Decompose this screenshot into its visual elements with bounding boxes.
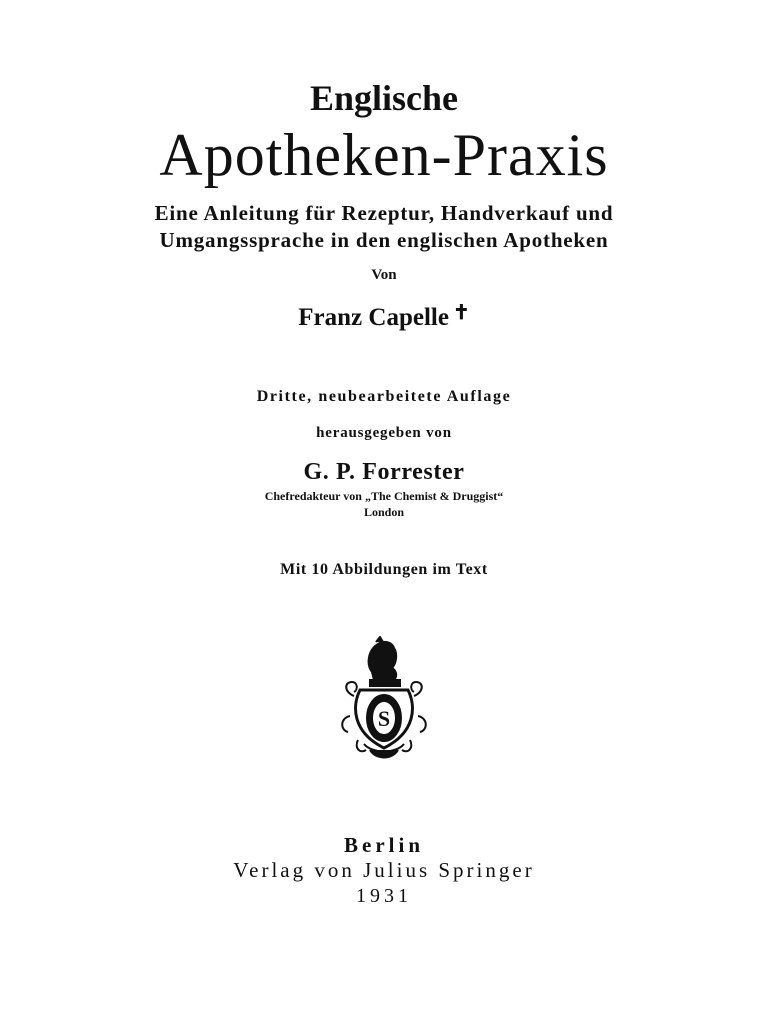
editor-city: London xyxy=(363,505,405,519)
springer-knight-emblem-icon xyxy=(336,636,432,764)
main-title: Apotheken-Praxis xyxy=(159,122,609,188)
imprint-year: 1931 xyxy=(356,885,412,907)
author xyxy=(0,303,768,330)
subtitle-top: Englische xyxy=(309,78,459,118)
svg-text:S: S xyxy=(377,706,391,731)
deceased-mark: ✝ xyxy=(452,302,470,324)
editor-role: Chefredakteur von „The Chemist & Druggist“ xyxy=(264,489,504,503)
editor: G. P. Forrester xyxy=(303,459,465,485)
figures-note: Mit 10 Abbildungen im Text xyxy=(280,561,488,578)
edited-by-label: herausgegeben von xyxy=(316,425,452,441)
author-name: Franz Capelle xyxy=(298,304,449,331)
subtitle-line-1: Eine Anleitung für Rezeptur, Handverkauf und xyxy=(154,201,614,225)
edition: Dritte, neubearbeitete Auflage xyxy=(256,388,512,405)
subtitle-line-2: Umgangssprache in den englischen Apotheken xyxy=(159,228,609,252)
imprint-city: Berlin xyxy=(344,833,424,857)
imprint-publisher: Verlag von Julius Springer xyxy=(233,858,535,882)
by-label: Von xyxy=(371,267,397,283)
